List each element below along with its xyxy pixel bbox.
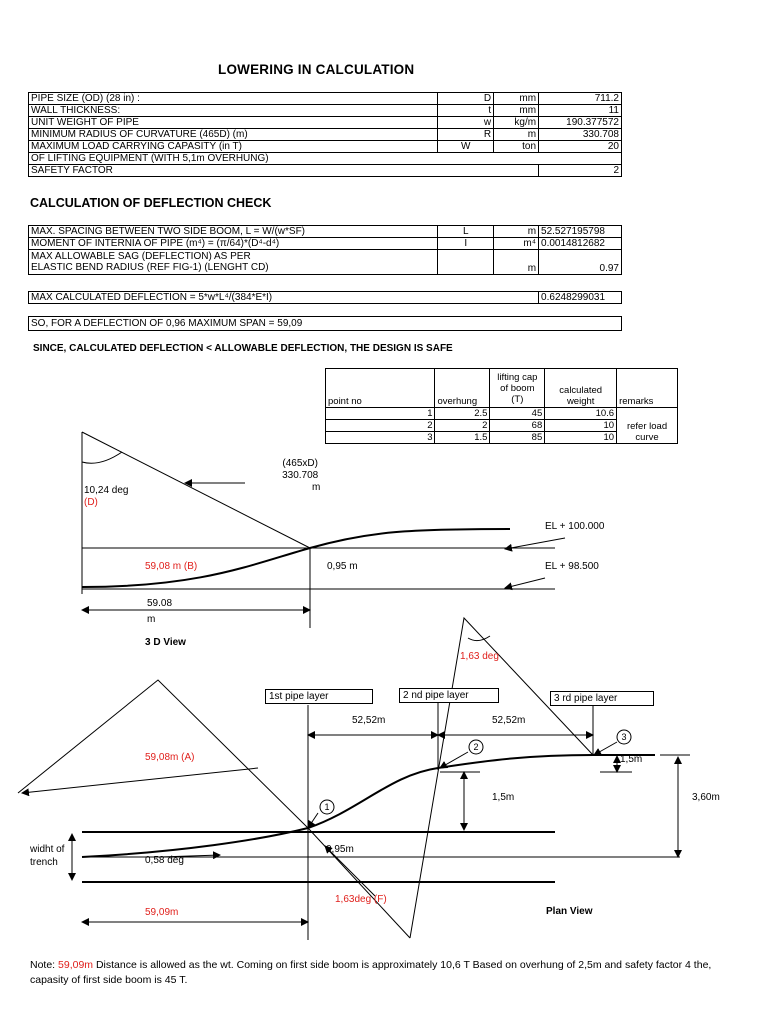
param-label: MINIMUM RADIUS OF CURVATURE (465D) (m) [29, 129, 438, 141]
layer-3-label: 3 rd pipe layer [550, 691, 654, 706]
angle-arc-d [82, 452, 122, 463]
note-highlight: 59,09m [58, 959, 94, 971]
param-value: 711.2 [539, 93, 622, 105]
safety-conclusion: SINCE, CALCULATED DEFLECTION < ALLOWABLE DEFLECTION, THE DESIGN IS SAFE [33, 343, 453, 354]
param-unit: mm [494, 93, 539, 105]
header-point-no: point no [326, 369, 435, 408]
angle-top-label: 1,63 deg [460, 651, 499, 662]
plan-view-caption: Plan View [546, 906, 593, 917]
layer-1-label: 1st pipe layer [265, 689, 373, 704]
dim-arrow-a [22, 768, 258, 793]
row-label: MAX ALLOWABLE SAG (DEFLECTION) AS PER [31, 251, 251, 262]
param-unit: m [494, 129, 539, 141]
leader-3 [594, 742, 617, 755]
row-symbol: I [438, 238, 494, 250]
remarks-cell: refer load curve [617, 408, 678, 444]
deflection-heading: CALCULATION OF DEFLECTION CHECK [30, 196, 272, 210]
point-number-1: 1 [324, 802, 330, 812]
page-title: LOWERING IN CALCULATION [218, 62, 415, 77]
param-value: 2 [539, 165, 622, 177]
param-value: 190.377572 [539, 117, 622, 129]
row-value: 0.0014812682 [539, 238, 622, 250]
param-unit: ton [494, 141, 539, 153]
header-lift-cap: lifting cap of boom (T) [490, 369, 545, 408]
param-unit: kg/m [494, 117, 539, 129]
param-symbol: w [438, 117, 494, 129]
angle-arc-top [468, 636, 490, 641]
height-mid-label: 1,5m [492, 792, 515, 803]
row-unit: m [494, 250, 539, 275]
span-2-label: 52,52m [492, 715, 526, 726]
param-symbol: t [438, 105, 494, 117]
param-label: UNIT WEIGHT OF PIPE [29, 117, 438, 129]
row-unit: m [494, 226, 539, 238]
el-bottom-label: EL + 98.500 [545, 561, 599, 572]
el-top-label: EL + 100.000 [545, 521, 605, 532]
height-360-label: 3,60m [692, 792, 720, 803]
param-symbol: D [438, 93, 494, 105]
angle-d-label: 10,24 deg [84, 485, 129, 496]
row-value: 52.527195798 [539, 226, 622, 238]
angle-f-label: 1,63deg (F) [335, 894, 387, 905]
boom-triangle-2 [410, 618, 593, 938]
table-row: 3 1.5 85 10 [326, 432, 678, 444]
table-row: 1 2.5 45 10.6 refer load curve [326, 408, 678, 420]
dim-3d-label: 59.08 [147, 598, 173, 609]
plan-view-drawing [18, 618, 690, 940]
param-label: MAXIMUM LOAD CARRYING CAPASITY (in T) [29, 141, 438, 153]
row-unit: m⁴ [494, 238, 539, 250]
sag-095-label: 0,95m [326, 844, 354, 855]
d-label: (D) [84, 497, 98, 508]
param-unit: mm [494, 105, 539, 117]
angle-058-label: 0,58 deg [145, 855, 184, 866]
span-b-label: 59,08 m (B) [145, 561, 198, 572]
header-calc-weight: calculated weight [545, 369, 617, 408]
param-label: PIPE SIZE (OD) (28 in) : [29, 93, 438, 105]
header-remarks: remarks [617, 369, 678, 408]
radius-label: (465xD) 330.708 m [282, 458, 321, 493]
row-label: MAX. SPACING BETWEEN TWO SIDE BOOM, L = W/(w*SF) [29, 226, 438, 238]
param-value: 11 [539, 105, 622, 117]
param-symbol: R [438, 129, 494, 141]
pipe-curve-plan [82, 755, 655, 857]
param-value: 330.708 [539, 129, 622, 141]
point-number-3: 3 [621, 732, 627, 742]
table-row: 2 2 68 10 [326, 420, 678, 432]
dim-3d-unit: m [147, 614, 156, 625]
footnote: Note: 59,09m Distance is allowed as the wt. Coming on first side boom is approximately 10,6 T Based on overhung of 2,5m and safety factor 4 the, capasity of first side boom is 45 T. [30, 959, 712, 986]
span-text: SO, FOR A DEFLECTION OF 0,96 MAXIMUM SPAN = 59,09 [29, 317, 622, 331]
row-value: 0.6248299031 [539, 292, 622, 304]
param-label: WALL THICKNESS: [29, 105, 438, 117]
trench-width-label: widht of trench [30, 844, 65, 868]
sag-label: 0,95 m [327, 561, 358, 572]
param-symbol: W [438, 141, 494, 153]
row-value: 0.97 [539, 250, 622, 275]
header-overhung: overhung [435, 369, 490, 408]
param-label: SAFETY FACTOR [29, 165, 539, 177]
row-symbol: L [438, 226, 494, 238]
point-number-2: 2 [473, 742, 479, 752]
el-bottom-arrow [505, 578, 545, 588]
layer-2-label: 2 nd pipe layer [399, 688, 499, 703]
pipe-curve-3d [82, 529, 510, 587]
span-a-label: 59,08m (A) [145, 752, 195, 763]
param-label: OF LIFTING EQUIPMENT (WITH 5,1m OVERHUNG) [29, 153, 622, 165]
span-1-label: 52,52m [352, 715, 386, 726]
row-label-2: ELASTIC BEND RADIUS (REF FIG-1) (LENGHT CD) [31, 262, 269, 273]
el-top-arrow [505, 538, 565, 549]
row-label: MAX CALCULATED DEFLECTION = 5*w*L⁴/(384*E*I) [29, 292, 539, 304]
row-label: MOMENT OF INTERNIA OF PIPE (m⁴) = (π/64)*(D⁴-d⁴) [29, 238, 438, 250]
view-3d-caption: 3 D View [145, 637, 186, 648]
param-value: 20 [539, 141, 622, 153]
height-right-label: 1,5m [620, 754, 643, 765]
dim-bottom-label: 59,09m [145, 907, 179, 918]
